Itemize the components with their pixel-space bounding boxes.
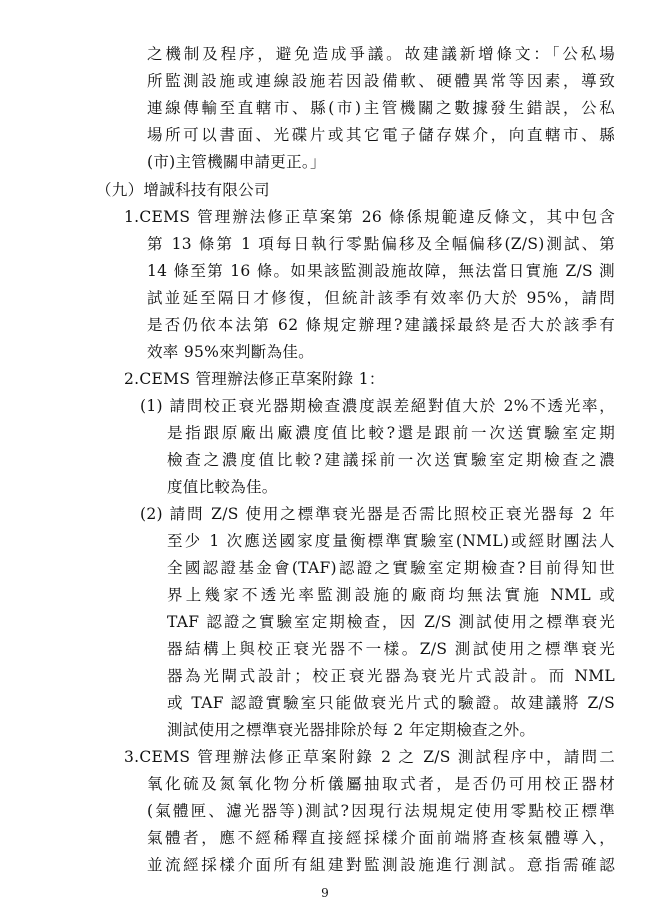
item-3-line: 氧化硫及氮氧化物分析儀屬抽取式者，是否仍可用校正器材 [147,775,615,793]
item-1-line: 效率 95%來判斷為佳。 [147,343,314,361]
item-1-line: 試並延至隔日才修復，但統計該季有效率仍大於 95%，請問 [147,289,615,307]
item-2-sub-2-line: (2) 請問 Z/S 使用之標準衰光器是否需比照校正衰光器每 2 年 [140,505,615,523]
paragraph-line: 所監測設施或連線設施若因設備軟、硬體異常等因素，導致 [147,72,615,90]
item-2-sub-2-line: 全國認證基金會(TAF)認證之實驗室定期檢查?目前得知世 [167,559,615,577]
page-number: 9 [321,886,329,900]
item-2-sub-2-line: 至少 1 次應送國家度量衡標準實驗室(NML)或經財團法人 [167,532,615,550]
item-2-sub-2-line: 界上幾家不透光率監測設施的廠商均無法實施 NML 或 [167,586,615,604]
item-2-sub-2-line: 測試使用之標準衰光器排除於每 2 年定期檢查之外。 [167,721,536,739]
item-1-line: 是否仍依本法第 62 條規定辦理?建議採最終是否大於該季有 [147,316,615,334]
item-2-sub-2-line: 或 TAF 認證實驗室只能做衰光片式的驗證。故建議將 Z/S [167,694,615,712]
item-2-sub-1-line: 度值比較為佳。 [167,478,278,496]
paragraph-line: 之機制及程序，避免造成爭議。故建議新增條文：「公私場 [147,45,615,63]
item-2-sub-2-line: 器為光閘式設計；校正衰光器為衰光片式設計。而 NML [167,667,615,685]
item-1-line: 14 條至第 16 條。如果該監測設施故障，無法當日實施 Z/S 測 [147,262,615,280]
item-1-line: 第 13 條第 1 項每日執行零點偏移及全幅偏移(Z/S)測試、第 [147,235,615,253]
item-2-heading: 2.CEMS 管理辦法修正草案附錄 1： [124,370,385,388]
item-2-sub-1-line: (1) 請問校正衰光器期檢查濃度誤差絕對值大於 2%不透光率， [140,397,615,415]
paragraph-line: 場所可以書面、光碟片或其它電子儲存媒介，向直轄市、縣 [147,126,615,144]
item-1-line: 1.CEMS 管理辦法修正草案第 26 條係規範違反條文，其中包含 [124,208,615,226]
paragraph-line: (市)主管機關申請更正。」 [147,153,326,171]
item-3-line: 並流經採樣介面所有組建對監測設施進行測試。意指需確認 [147,856,615,874]
item-3-line: 3.CEMS 管理辦法修正草案附錄 2 之 Z/S 測試程序中，請問二 [124,748,615,766]
item-2-sub-2-line: 器結構上與校正衰光器不一樣。Z/S 測試使用之標準衰光 [167,640,615,658]
item-2-sub-1-line: 是指跟原廠出廠濃度值比較?還是跟前一次送實驗室定期 [167,424,615,442]
item-3-line: (氣體匣、濾光器等)測試?因現行法規規定使用零點校正標準 [147,802,615,820]
paragraph-line: 連線傳輸至直轄市、縣(市)主管機關之數據發生錯誤，公私 [147,99,615,117]
item-2-sub-1-line: 檢查之濃度值比較?建議採前一次送實驗室定期檢查之濃 [167,451,615,469]
item-2-sub-2-line: TAF 認證之實驗室定期檢查，因 Z/S 測試使用之標準衰光 [167,613,615,631]
section-heading: （九）增誠科技有限公司 [96,181,270,199]
item-3-line: 氣體者，應不經稀釋直接經採樣介面前端將查核氣體導入， [147,829,615,847]
